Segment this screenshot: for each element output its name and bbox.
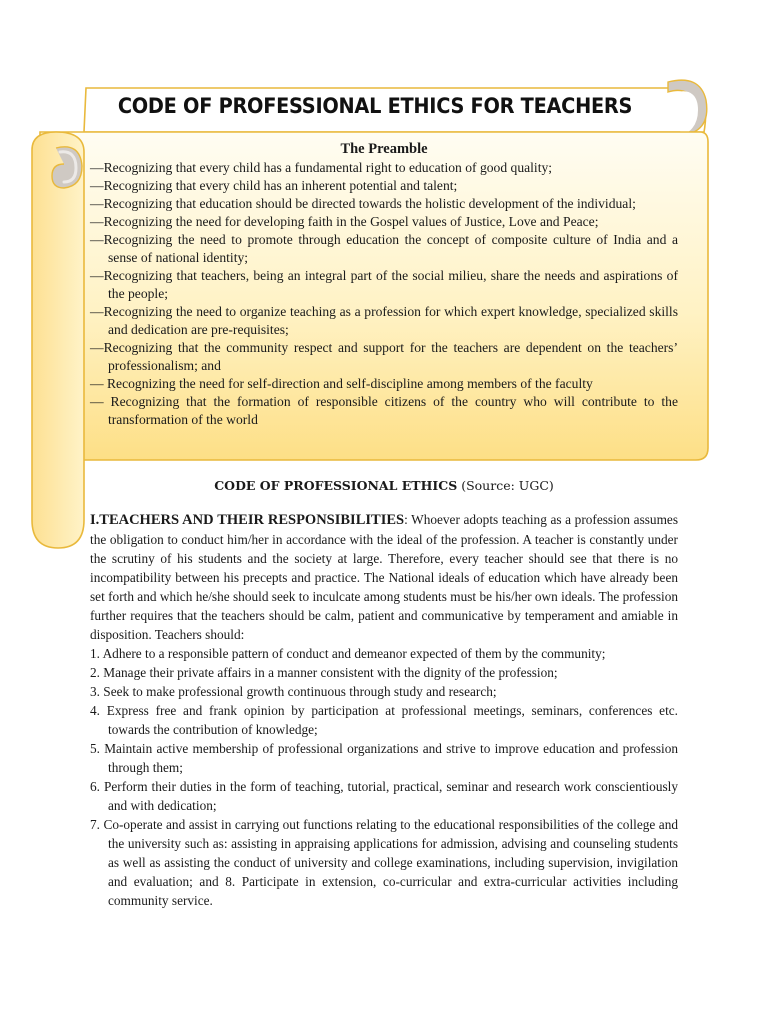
preamble-item: — Recognizing that the formation of responsible citizens of the country who will contribute to the transformation of the world: [90, 394, 678, 427]
preamble-item: —Recognizing the need for developing faith in the Gospel values of Justice, Love and Peace;: [90, 214, 599, 229]
preamble-item: —Recognizing that every child has an inherent potential and talent;: [90, 178, 458, 193]
code-heading-line: [0, 478, 768, 493]
preamble-item: —Recognizing the need to organize teaching as a profession for which expert knowledge, specialized skills and dedication are pre-requisites;: [90, 304, 678, 337]
preamble-item: —Recognizing that teachers, being an integral part of the social milieu, share the needs and aspirations of the people;: [90, 268, 678, 301]
responsibilities-section: [90, 510, 678, 910]
list-item: 3. Seek to make professional growth continuous through study and research;: [90, 684, 497, 699]
list-item: 5. Maintain active membership of professional organizations and strive to improve education and profession through them;: [90, 741, 678, 775]
preamble-item: — Recognizing the need for self-direction and self-discipline among members of the faculty: [90, 376, 593, 391]
list-item: 6. Perform their duties in the form of teaching, tutorial, practical, seminar and research work conscientiously and with dedication;: [90, 779, 678, 813]
preamble-heading: The Preamble: [340, 141, 428, 157]
preamble-item: —Recognizing that the community respect and support for the teachers are dependent on the teachers’ professionalism; and: [90, 340, 678, 373]
list-item: 7. Co-operate and assist in carrying out functions relating to the educational responsibilities of the college and the university such as: assisting in appraising applications for admission, advising and counseling students as well as assisting the conduct of university and college examinations, including supervision, invigilation and evaluation; and 8. Participate in extension, co-curricular and extra-curricular activities including community service.: [90, 817, 678, 908]
preamble-item: —Recognizing the need to promote through education the concept of composite culture of India and a sense of national identity;: [90, 232, 678, 265]
list-item: 2. Manage their private affairs in a manner consistent with the dignity of the profession;: [90, 665, 558, 680]
section-intro: : Whoever adopts teaching as a profession assumes the obligation to conduct him/her in accordance with the ideal of the profession. A teacher is constantly under the scrutiny of his students and the society at large. Therefore, every teacher should see that there is no incompatibility between his precepts and practice. The National ideals of education which have already been set forth and which he/she should seek to inculcate among students must be his/her own ideals. The profession further requires that the teachers should be calm, patient and communicative by temperament and amiable in disposition. Teachers should:: [90, 512, 678, 642]
page-title: CODE OF PROFESSIONAL ETHICS FOR TEACHERS: [117, 94, 633, 118]
section-heading: I.TEACHERS AND THEIR RESPONSIBILITIES: [90, 512, 405, 528]
list-item: 4. Express free and frank opinion by participation at professional meetings, seminars, conferences etc. towards the contribution of knowledge;: [90, 703, 678, 737]
preamble-item: —Recognizing that every child has a fundamental right to education of good quality;: [90, 160, 553, 175]
code-heading: CODE OF PROFESSIONAL ETHICS: [214, 478, 458, 493]
source-note: (Source: UGC): [461, 478, 554, 493]
preamble-item: —Recognizing that education should be directed towards the holistic development of the individual;: [90, 196, 636, 211]
section-intro-paragraph: [90, 510, 678, 644]
preamble-section: [90, 140, 678, 429]
list-item: 1. Adhere to a responsible pattern of conduct and demeanor expected of them by the community;: [90, 646, 606, 661]
